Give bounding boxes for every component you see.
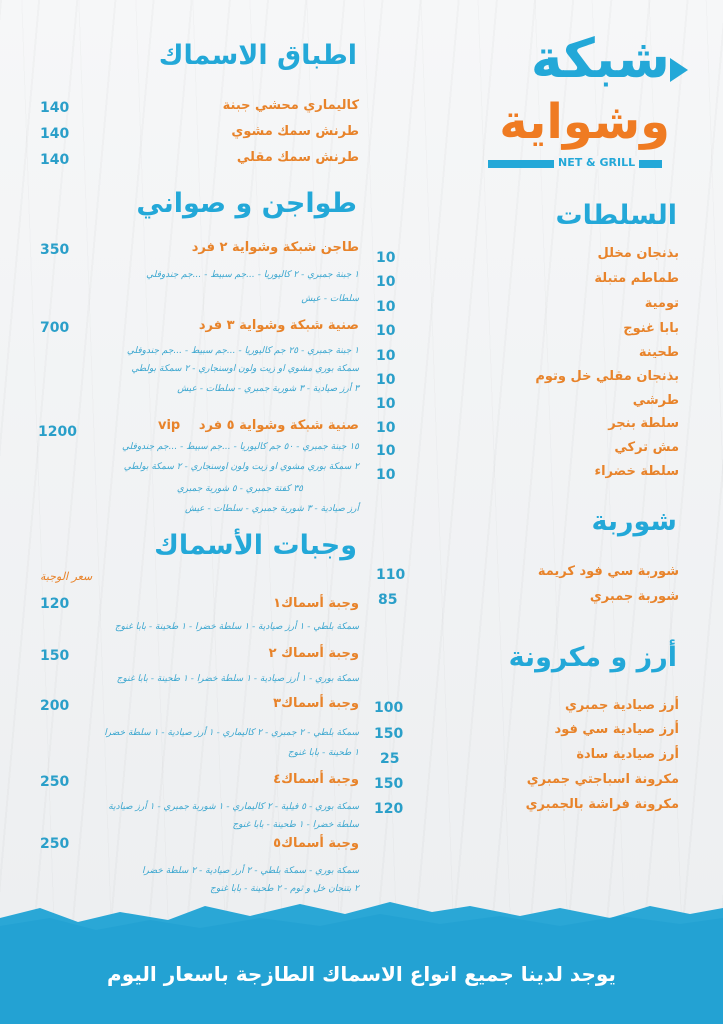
menu-item-name: تومية (644, 296, 679, 311)
menu-item-description: ٣ أرز صيادية - ٣ شوربة جمبري - سلطات - عيش (177, 384, 359, 394)
menu-item-name: وجبة أسماك٣ (273, 696, 359, 711)
menu-item-description: ٢ بتنجان خل و ثوم - ٢ طحينة - بابا غنوج (210, 884, 359, 894)
menu-item-price: 10 (376, 396, 396, 412)
menu-item-name: وجبة أسماك٤ (273, 772, 359, 787)
menu-item-price: 1200 (38, 424, 77, 440)
menu-item-price: 25 (380, 751, 400, 767)
menu-item-price: 110 (376, 567, 406, 583)
menu-item-price: 10 (376, 299, 396, 315)
soup-title: شوربة (591, 506, 677, 537)
menu-item-name: سلطة خضراء (594, 464, 679, 479)
menu-item-name: أرز صيادية جمبري (564, 698, 679, 713)
menu-item-name: شوربة جمبري (589, 589, 679, 604)
menu-item-name: أرز صيادية سادة (576, 747, 679, 762)
menu-item-price: 350 (40, 242, 70, 258)
menu-item-price: 10 (376, 250, 396, 266)
menu-item-description: سمكة بوري - ٥ فيلية - ٢ كاليماري - ١ شوربة جمبري - ١ أرز صيادية (108, 802, 359, 812)
salads-title: السلطات (555, 200, 677, 231)
menu-item-price: 120 (40, 596, 70, 612)
menu-item-description: أرز صيادية - ٣ شوربة جمبري - سلطات - عيش (184, 504, 359, 514)
menu-item-price: 10 (376, 443, 396, 459)
menu-item-name: طرنش سمك مقلي (236, 150, 359, 165)
menu-item-price: 100 (374, 700, 404, 716)
menu-item-name: طرشي (632, 393, 679, 408)
logo-line-2: وشواية (499, 94, 670, 150)
menu-item-name: وجبة أسماك٥ (273, 836, 359, 851)
menu-item-description: ١ جبنة جمبري - ٢ كاليوريا - ...جم سبيط - ...جم جندوفلي (146, 270, 359, 280)
menu-item-description: ١ جبنة جمبري - ٢٥ جم كاليوريا - ...جم سبيط - ...جم جندوفلي (126, 346, 359, 356)
menu-item-name: بابا غنوج (623, 321, 679, 336)
menu-item-description: ١ طحينة - بابا غنوج (287, 748, 359, 758)
menu-item-name: سلطة بنجر (608, 416, 679, 431)
menu-item-price: 10 (376, 274, 396, 290)
menu-item-description: سمكة بلطي - ١ أرز صيادية - ١ سلطة خضرا - ١ طحينة - بابا غنوج (114, 622, 359, 632)
logo-arrow-icon (670, 58, 688, 82)
menu-item-name: وجبة أسماك١ (273, 596, 359, 611)
menu-item-price: 150 (374, 726, 404, 742)
menu-item-price: 10 (376, 323, 396, 339)
menu-item-name: بذنجان مخلل (597, 246, 679, 261)
menu-item-price: 150 (40, 648, 70, 664)
meals-title: وجبات الأسماك (154, 530, 357, 561)
menu-item-price: 140 (40, 152, 70, 168)
tagines-title: طواجن و صواني (136, 188, 357, 219)
menu-item-name: صنية شبكة وشواية ٥ فرد (198, 418, 359, 433)
menu-item-description: سمكة بوري - ١ أرز صيادية - ١ سلطة خضرا - ١ طحينة - بابا غنوج (116, 674, 359, 684)
menu-item-name: صنية شبكة وشواية ٣ فرد (198, 318, 359, 333)
menu-item-name: أرز صيادية سي فود (554, 722, 679, 737)
menu-item-price: 120 (374, 801, 404, 817)
menu-item-description: ٣٥ كفتة جمبري - ٥ شوربة جمبري (176, 484, 303, 494)
menu-item-name: مكرونة اسباجتي جمبري (526, 772, 679, 787)
menu-item-description: سلطات - عيش (301, 294, 359, 304)
menu-item-price: 10 (376, 420, 396, 436)
menu-item-name: مكرونة فراشة بالجمبري (525, 797, 679, 812)
menu-item-price: 10 (376, 467, 396, 483)
menu-item-description: ١٥ جبنة جمبري - ٥٠ جم كاليوريا - ...جم سبيط - ...جم جندوفلي (122, 442, 359, 452)
fish-dishes-title: اطباق الاسماك (158, 40, 357, 71)
menu-item-name: طاجن شبكة وشواية ٢ فرد (191, 240, 359, 255)
menu-item-price: 250 (40, 774, 70, 790)
menu-item-price: 85 (378, 592, 398, 608)
menu-item-price: 140 (40, 100, 70, 116)
menu-item-name: كاليماري محشي جبنة (222, 98, 359, 113)
logo-tagline: NET & GRILL (554, 156, 639, 169)
menu-item-price: 150 (374, 776, 404, 792)
menu-item-price: 140 (40, 126, 70, 142)
menu-item-name: طحينة (638, 345, 679, 360)
menu-item-name: بذنجان مقلي خل وتوم (535, 369, 679, 384)
brand-logo (488, 28, 688, 180)
menu-item-name: طماطم متبلة (594, 271, 679, 286)
menu-item-price: 10 (376, 372, 396, 388)
menu-item-price: 10 (376, 348, 396, 364)
menu-item-description: ٢ سمكة بوري مشوي او زيت ولون اوسنجاري - ٢ سمكة بولطي (123, 462, 359, 472)
menu-item-name: طرنش سمك مشوي (231, 124, 359, 139)
menu-item-price: 200 (40, 698, 70, 714)
menu-item-price: 250 (40, 836, 70, 852)
rice-pasta-title: أرز و مكرونة (508, 642, 677, 673)
meal-price-note: سعر الوجبة (40, 570, 93, 583)
menu-item-name: وجبة أسماك ٢ (268, 646, 359, 661)
logo-line-1: شبكة (530, 27, 670, 90)
menu-item-name: مش تركي (614, 440, 679, 455)
menu-item-description: سمكة بوري مشوي او زيت ولون اوسنجاري - ٢ سمكة بولطي (131, 364, 359, 374)
menu-item-description: سمكة بوري - سمكة بلطي - ٢ أرز صيادية - ٢ سلطة خضرا (142, 866, 359, 876)
vip-badge: vip (158, 418, 181, 433)
menu-item-description: سلطة خضرا - ١ طحينة - بابا غنوج (232, 820, 359, 830)
menu-item-price: 700 (40, 320, 70, 336)
menu-item-description: سمكة بلطي - ٢ جمبري - ٢ كاليماري - ١ أرز صيادية - ١ سلطة خضرا (104, 728, 359, 738)
footer-message: يوجد لدينا جميع انواع الاسماك الطازجة باسعار اليوم (107, 962, 616, 986)
menu-item-name: شوربة سي فود كريمة (537, 564, 679, 579)
